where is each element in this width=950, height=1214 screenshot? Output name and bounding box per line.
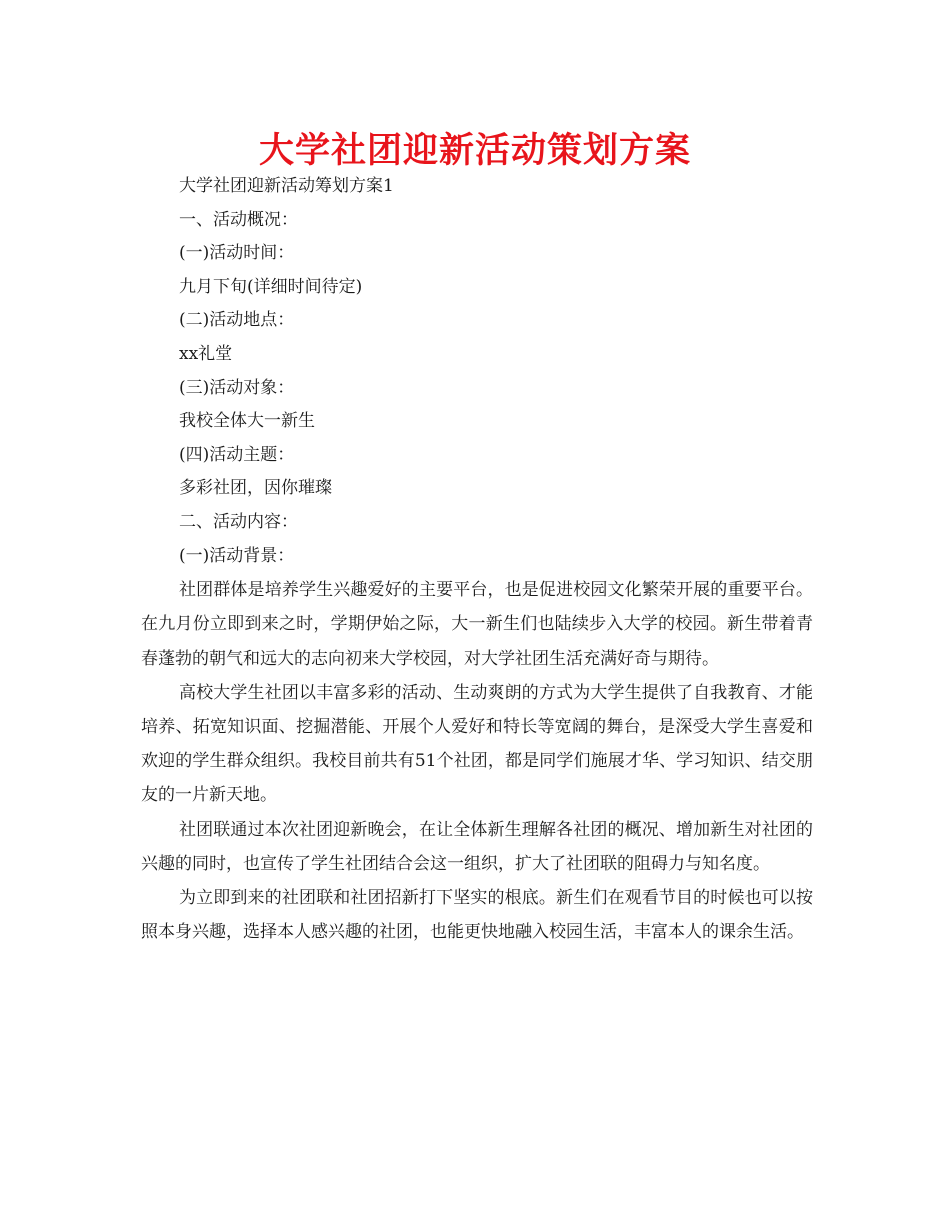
- item-heading-background: (一)活动背景：: [179, 545, 295, 566]
- item-value-audience: 我校全体大一新生: [179, 411, 315, 432]
- document-body: [141, 170, 813, 949]
- paragraph-4: 为立即到来的社团联和社团招新打下坚实的根底。新生们在观看节目的时候也可以按照本身兴趣，选择本人感兴趣的社团，也能更快地融入校园生活，丰富本人的课余生活。: [141, 887, 813, 943]
- item-value-theme: 多彩社团，因你璀璨: [179, 478, 332, 499]
- document-title: 大学社团迎新活动策划方案: [258, 131, 691, 171]
- item-heading-theme: (四)活动主题：: [179, 444, 295, 465]
- item-heading-location: (二)活动地点：: [179, 310, 295, 331]
- paragraph-3: 社团联通过本次社团迎新晚会，在让全体新生理解各社团的概况、增加新生对社团的兴趣的同时，也宣传了学生社团结合会这一组织，扩大了社团联的阻碍力与知名度。: [141, 819, 813, 874]
- item-heading-audience: (三)活动对象：: [179, 377, 295, 398]
- section-heading-content: 二、活动内容：: [179, 511, 298, 532]
- section-heading-overview: 一、活动概况：: [179, 209, 298, 230]
- subtitle-line: 大学社团迎新活动筹划方案1: [179, 176, 394, 196]
- item-value-time: 九月下旬(详细时间待定): [179, 276, 363, 297]
- item-value-location: xx礼堂: [179, 343, 233, 364]
- paragraph-1: 社团群体是培养学生兴趣爱好的主要平台，也是促进校园文化繁荣开展的重要平台。在九月份立即到来之时，学期伊始之际，大一新生们也陆续步入大学的校园。新生带着青春蓬勃的朝气和远大的志向初来大学校园，对大学社团生活充满好奇与期待。: [141, 580, 813, 669]
- item-heading-time: (一)活动时间：: [179, 243, 295, 264]
- paragraph-2: 高校大学生社团以丰富多彩的活动、生动爽朗的方式为大学生提供了自我教育、才能培养、拓宽知识面、挖掘潜能、开展个人爱好和特长等宽阔的舞台，是深受大学生喜爱和欢迎的学生群众组织。我校目前共有51个社团，都是同学们施展才华、学习知识、结交朋友的一片新天地。: [141, 682, 813, 806]
